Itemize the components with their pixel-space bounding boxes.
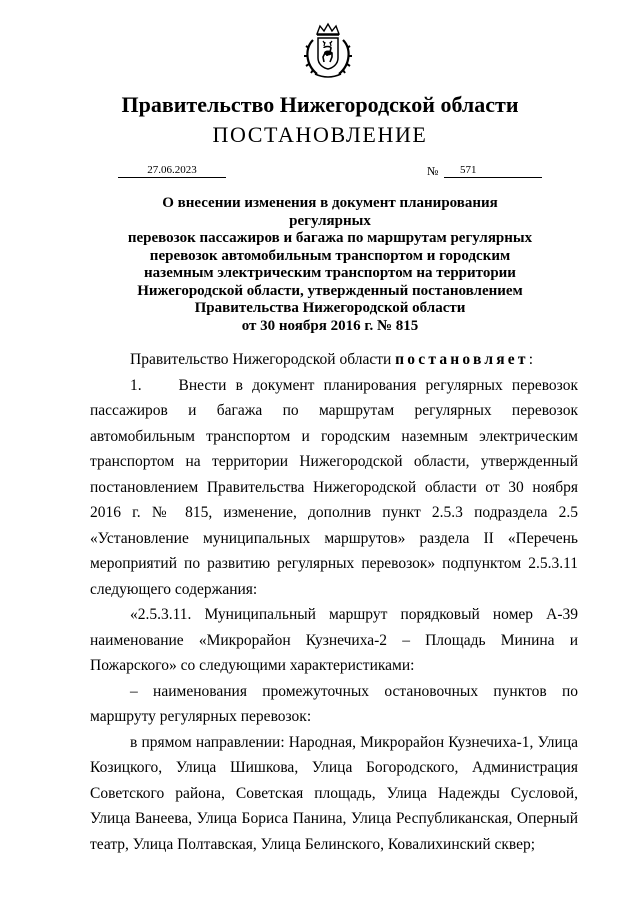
- government-name: Правительство Нижегородской области: [121, 92, 519, 117]
- subject-line: Правительства Нижегородской области: [194, 300, 466, 316]
- subitem-paragraph: «2.5.3.11. Муниципальный маршрут порядковый номер А-39 наименование «Микрорайон Кузнечиха-2 – Площадь Минина и Пожарского» со следующими характеристиками:: [90, 606, 578, 674]
- document-number: 571: [444, 163, 542, 178]
- document-body: [90, 347, 578, 857]
- direct-direction-paragraph: в прямом направлении: Народная, Микрорайон Кузнечиха-1, Улица Козицкого, Улица Шишкова, Улица Богородского, Администрация Советского района, Советская площадь, Улица Надежды Сусловой, Улица Ванеева, Улица Бориса Панина, Улица Республиканская, Оперный театр, Улица Полтавская, Улица Белинского, Ковалихинский сквер;: [90, 733, 578, 853]
- document-date: 27.06.2023: [118, 163, 226, 178]
- number-sign: №: [427, 164, 439, 178]
- document-type: ПОСТАНОВЛЕНИЕ: [212, 122, 428, 147]
- subject-line: от 30 ноября 2016 г. № 815: [241, 317, 419, 334]
- subject-line: перевозок автомобильным транспортом и городским: [149, 247, 511, 264]
- subject-line: Нижегородской области, утвержденный постановлением: [137, 282, 523, 299]
- intro-paragraph: [90, 347, 578, 373]
- subject-line: наземным электрическим транспортом на территории: [144, 265, 516, 281]
- intro-suffix: :: [528, 351, 534, 368]
- subject-line: О внесении изменения в документ планирования регулярных: [162, 195, 498, 229]
- decree-word: постановляет: [395, 351, 529, 368]
- nizhny-novgorod-coat-of-arms-icon: [301, 22, 355, 80]
- dash-paragraph: – наименования промежуточных остановочных пунктов по маршруту регулярных перевозок:: [90, 682, 578, 725]
- subject-line: перевозок пассажиров и багажа по маршрутам регулярных: [127, 230, 533, 246]
- item-1-paragraph: 1. Внести в документ планирования регулярных перевозок пассажиров и багажа по маршрутам регулярных перевозок автомобильным транспортом и городским наземным электрическим транспортом на территории Нижегородской области, утвержденный постановлением Правительства Нижегородской области от 30 ноября 2016 г. № 815, изменение, дополнив пункт 2.5.3 подраздела 2.5 «Установление муниципальных маршрутов» раздела II «Перечень мероприятий по развитию регулярных перевозок» подпунктом 2.5.3.11 следующего содержания:: [90, 376, 578, 598]
- intro-prefix: Правительство Нижегородской области: [130, 351, 396, 368]
- document-subject: [120, 195, 540, 335]
